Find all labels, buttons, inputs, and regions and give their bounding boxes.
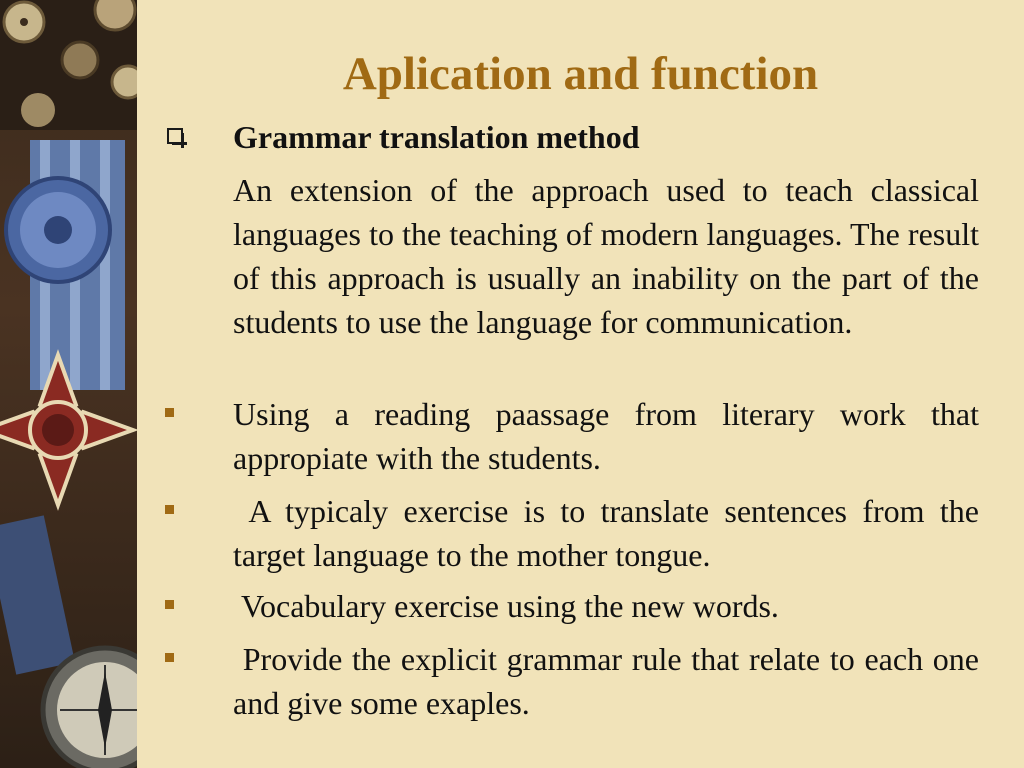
square-bullet-icon — [165, 505, 174, 514]
main-bullet-description: An extension of the approach used to teach classical languages to the teaching of modern languages. The result of this approach is usually an inability on the part of the students to use the language for communication. — [233, 172, 979, 340]
sub-bullet-2: A typicaly exercise is to translate sentences from the target language to the mother tongue. — [233, 493, 987, 573]
sub-bullet-3: Vocabulary exercise using the new words. — [233, 588, 779, 624]
slide-title: Aplication and function — [342, 48, 819, 100]
square-bullet-icon — [165, 600, 174, 609]
square-bullet-icon — [165, 408, 174, 417]
main-bullet-heading: Grammar translation method — [233, 119, 640, 155]
hollow-square-bullet-icon — [167, 128, 183, 144]
slide-content — [137, 0, 1024, 768]
sub-bullet-1: Using a reading paassage from literary work that appropiate with the students. — [233, 396, 979, 476]
decorative-sidebar — [0, 0, 137, 768]
medal-compass-illustration — [0, 0, 137, 768]
square-bullet-icon — [165, 653, 174, 662]
sub-bullet-4: Provide the explicit grammar rule that relate to each one and give some exaples. — [233, 641, 988, 721]
